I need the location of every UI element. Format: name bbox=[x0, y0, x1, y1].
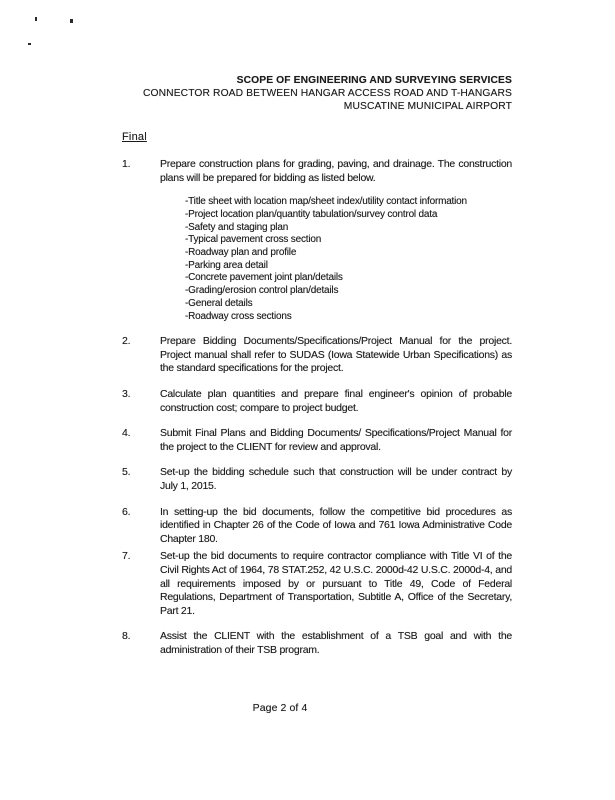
item-text: Prepare construction plans for grading, paving, and drainage. The construction plans will be prepared for bidding as listed below. bbox=[160, 158, 512, 184]
item-text: Assist the CLIENT with the establishment of a TSB goal and with the administration of their TSB program. bbox=[160, 630, 512, 656]
item-body bbox=[160, 630, 512, 657]
sub-item: -Roadway cross sections bbox=[185, 310, 292, 322]
list-item bbox=[122, 158, 512, 323]
list-item bbox=[122, 466, 512, 493]
item-number: 4. bbox=[122, 427, 131, 440]
item-number: 3. bbox=[122, 388, 131, 400]
item-text: Set-up the bidding schedule such that construction will be under contract by July 1, 2015. bbox=[160, 466, 512, 492]
header-title: SCOPE OF ENGINEERING AND SURVEYING SERVICES bbox=[236, 75, 512, 86]
list-item bbox=[122, 427, 512, 454]
scan-speck bbox=[35, 17, 37, 21]
item-number: 5. bbox=[122, 466, 131, 479]
scan-speck bbox=[70, 19, 73, 23]
numbered-list bbox=[122, 158, 512, 670]
item-text: Submit Final Plans and Bidding Documents/ Specifications/Project Manual for the project to the CLIENT for review and approval. bbox=[160, 427, 512, 453]
sub-item: -Project location plan/quantity tabulation/survey control data bbox=[185, 208, 438, 220]
item-body bbox=[160, 466, 512, 493]
sub-item: -Concrete pavement joint plan/details bbox=[185, 272, 343, 284]
item-text: Set-up the bid documents to require contractor compliance with Title VI of the Civil Rights Act of 1964, 78 STAT.252, 42 U.S.C. 2000d-42 U.S.C. 2000d-4, and all requirements imposed by or pursuant to Title 49, Code of Federal Regulations, Department of Transportation, Subtitle A, Office of the Secretary, Part 21. bbox=[160, 550, 512, 617]
sub-item: -Safety and staging plan bbox=[185, 221, 289, 233]
page-footer bbox=[0, 702, 560, 714]
item-body bbox=[160, 158, 512, 323]
item-number: 2. bbox=[122, 335, 131, 348]
section-heading: Final bbox=[122, 131, 147, 143]
item-number: 7. bbox=[122, 550, 131, 563]
page-number: Page 2 of 4 bbox=[252, 702, 308, 714]
sub-item: -Roadway plan and profile bbox=[185, 247, 297, 258]
list-item bbox=[122, 630, 512, 657]
sub-item: -Parking area detail bbox=[185, 259, 268, 271]
sub-item-list bbox=[185, 196, 512, 323]
item-number: 8. bbox=[122, 630, 131, 643]
item-body bbox=[160, 335, 512, 376]
item-body bbox=[160, 506, 512, 547]
scan-speck bbox=[28, 43, 31, 45]
header-location: MUSCATINE MUNICIPAL AIRPORT bbox=[343, 101, 512, 112]
item-text: Prepare Bidding Documents/Specifications/Project Manual for the project. Project manual shall refer to SUDAS (Iowa Statewide Urban Specifications) as the standard specifications for the project. bbox=[160, 335, 512, 375]
item-body bbox=[160, 427, 512, 454]
sub-item: -General details bbox=[185, 297, 253, 309]
sub-item: -Title sheet with location map/sheet index/utility contact information bbox=[185, 196, 467, 208]
list-item bbox=[122, 506, 512, 547]
item-number: 6. bbox=[122, 505, 131, 518]
sub-item: -Typical pavement cross section bbox=[185, 234, 322, 246]
sub-item: -Grading/erosion control plan/details bbox=[185, 285, 339, 297]
list-item bbox=[122, 388, 512, 415]
document-header bbox=[122, 74, 512, 113]
header-subtitle: CONNECTOR ROAD BETWEEN HANGAR ACCESS ROAD AND T-HANGARS bbox=[143, 88, 512, 99]
item-number: 1. bbox=[122, 158, 131, 170]
item-text: In setting-up the bid documents, follow the competitive bid procedures as identified in Chapter 26 of the Code of Iowa and 761 Iowa Administrative Code Chapter 180. bbox=[160, 505, 512, 545]
item-body bbox=[160, 550, 512, 618]
list-item bbox=[122, 550, 512, 618]
list-item bbox=[122, 335, 512, 376]
item-body bbox=[160, 388, 512, 415]
item-text: Calculate plan quantities and prepare final engineer's opinion of probable construction cost; compare to project budget. bbox=[160, 388, 512, 414]
